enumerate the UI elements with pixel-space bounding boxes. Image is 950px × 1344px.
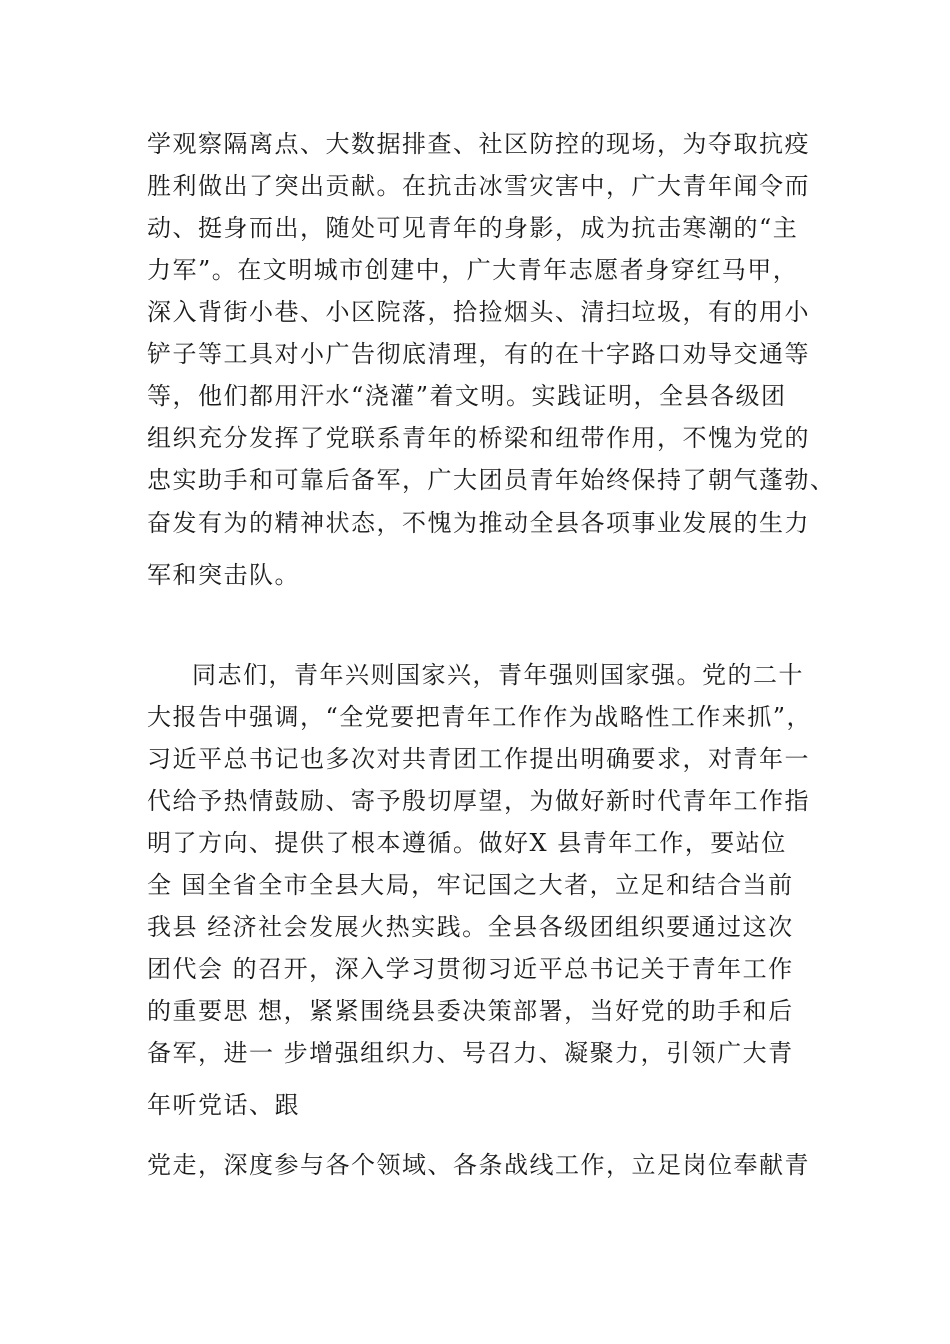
text-line: 组织充分发挥了党联系青年的桥梁和纽带作用，不愧为党的 <box>147 424 810 452</box>
text-line: 同志们，青年兴则国家兴，青年强则国家强。党的二十 <box>192 661 804 689</box>
text-line: 胜利做出了突出贡献。在抗击冰雪灾害中，广大青年闻令而 <box>147 172 810 200</box>
text-line: 明了方向、提供了根本遵循。做好X 县青年工作，要站位 <box>147 829 787 857</box>
text-line: 忠实助手和可靠后备军，广大团员青年始终保持了朝气蓬勃、 <box>147 466 836 494</box>
text-line: 习近平总书记也多次对共青团工作提出明确要求，对青年一 <box>147 745 810 773</box>
text-line: 铲子等工具对小广告彻底清理，有的在十字路口劝导交通等 <box>147 340 810 368</box>
text-line: 等，他们都用汗水“浇灌”着文明。实践证明，全县各级团 <box>147 382 787 410</box>
text-line: 学观察隔离点、大数据排查、社区防控的现场，为夺取抗疫 <box>147 130 810 158</box>
text-line: 党走，深度参与各个领域、各条战线工作，立足岗位奉献青 <box>147 1151 810 1179</box>
text-line: 深入背街小巷、小区院落，拾捡烟头、清扫垃圾，有的用小 <box>147 298 810 326</box>
text-line: 动、挺身而出，随处可见青年的身影，成为抗击寒潮的“主 <box>147 214 799 242</box>
text-line: 备军，进一 步增强组织力、号召力、凝聚力，引领广大青 <box>147 1039 794 1067</box>
text-line: 奋发有为的精神状态，不愧为推动全县各项事业发展的生力 <box>147 509 810 537</box>
text-line: 代给予热情鼓励、寄予殷切厚望，为做好新时代青年工作指 <box>147 787 810 815</box>
text-line: 大报告中强调，“全党要把青年工作作为战略性工作来抓”， <box>147 703 813 731</box>
text-line: 全 国全省全市全县大局，牢记国之大者，立足和结合当前 <box>147 871 794 899</box>
text-line: 年听党话、跟 <box>147 1091 300 1119</box>
text-line: 军和突击队。 <box>147 561 300 589</box>
text-line: 团代会 的召开，深入学习贯彻习近平总书记关于青年工作 <box>147 955 794 983</box>
text-line: 我县 经济社会发展火热实践。全县各级团组织要通过这次 <box>147 913 794 941</box>
text-line: 力军”。在文明城市创建中，广大青年志愿者身穿红马甲， <box>147 256 799 284</box>
text-line: 的重要思 想，紧紧围绕县委决策部署，当好党的助手和后 <box>147 997 794 1025</box>
